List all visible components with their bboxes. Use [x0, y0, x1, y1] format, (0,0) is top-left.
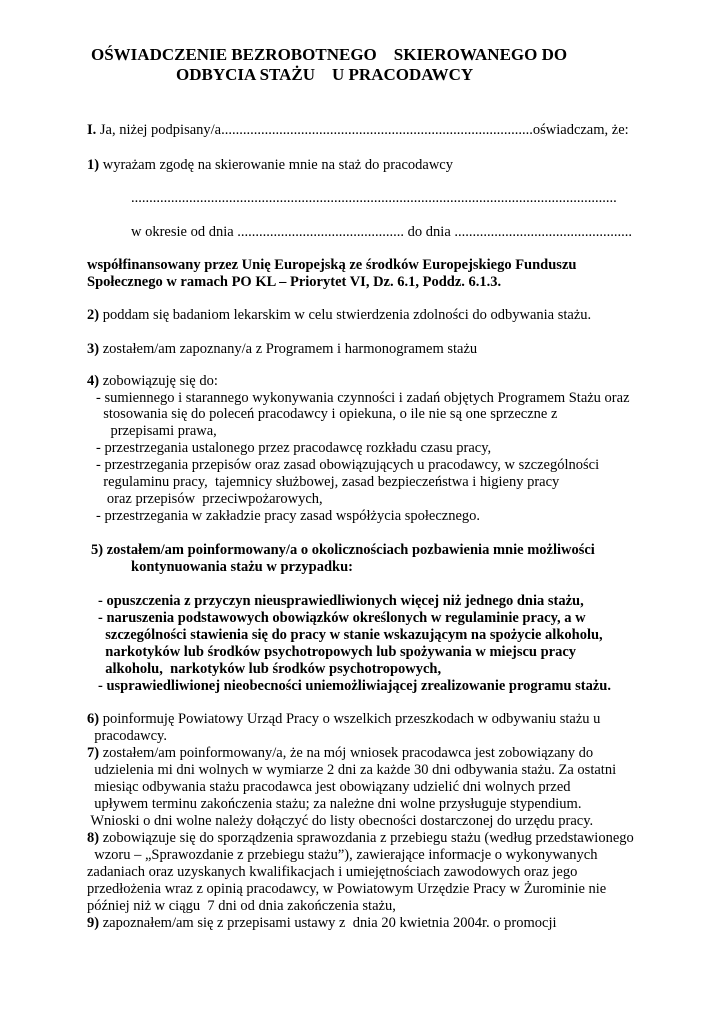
item-7-line: upływem terminu zakończenia stażu; za należne dni wolne przysługuje stypendium. [87, 796, 582, 812]
item-8-line: wzoru – „Sprawozdanie z przebiegu stażu”), zawierające informacje o wykonywanych [87, 847, 598, 863]
item-3-number: 3) [87, 341, 100, 357]
item-3-text: zostałem/am zapoznany/a z Programem i harmonogramem stażu [99, 341, 478, 357]
item-4-line: - przestrzegania przepisów oraz zasad obowiązujących u pracodawcy, w szczególności [96, 457, 600, 473]
item-5-line: - opuszczenia z przyczyn nieusprawiedliwionych więcej niż jednego dnia stażu, [98, 593, 584, 609]
item-4-line: - przestrzegania ustalonego przez pracodawcę rozkładu czasu pracy, [96, 440, 492, 456]
item-7-line: udzielenia mi dni wolnych w wymiarze 2 dni za każde 30 dni odbywania stażu. Za ostatni [87, 762, 617, 778]
item-1-text: wyrażam zgodę na skierowanie mnie na staż do pracodawcy [99, 157, 453, 173]
item-6-text: poinformuję Powiatowy Urząd Pracy o wszelkich przeszkodach w odbywaniu stażu u [99, 711, 601, 727]
item-8-text: zobowiązuje się do sporządzenia sprawozdania z przebiegu stażu (według przedstawionego [99, 830, 634, 846]
item-3 [87, 341, 477, 358]
item-7-text: zostałem/am poinformowany/a, że na mój wniosek pracodawca jest zobowiązany do [99, 745, 594, 761]
item-5-heading-cont: kontynuowania stażu w przypadku: [131, 559, 353, 575]
item-5-heading: 5) zostałem/am poinformowany/a o okolicznościach pozbawienia mnie możliwości [91, 542, 595, 558]
item-7 [87, 745, 593, 762]
item-7-line: miesiąc odbywania stażu pracodawca jest obowiązany udzielić dni wolnych przed [87, 779, 571, 795]
item-4-number: 4) [87, 373, 100, 389]
item-1 [87, 157, 453, 174]
item-4 [87, 373, 218, 390]
item-9-number: 9) [87, 915, 100, 931]
item-4-line: - przestrzegania w zakładzie pracy zasad współżycia społecznego. [96, 508, 481, 524]
item-4-line: regulaminu pracy, tajemnicy służbowej, zasad bezpieczeństwa i higieny pracy [96, 474, 560, 490]
item-4-line: - sumiennego i starannego wykonywania czynności i zadań objętych Programem Stażu oraz [96, 390, 630, 406]
item-8 [87, 830, 634, 847]
item-5-line: - naruszenia podstawowych obowiązków określonych w regulaminie pracy, a w [98, 610, 586, 626]
cofinance-line-2: Społecznego w ramach PO KL – Priorytet VI, Dz. 6.1, Poddz. 6.1.3. [87, 274, 502, 290]
item-5-line: alkoholu, narkotyków lub środków psychotropowych, [98, 661, 442, 677]
item-6-cont: pracodawcy. [87, 728, 167, 744]
item-7-number: 7) [87, 745, 100, 761]
item-5-line: narkotyków lub środków psychotropowych lub spożywania w miejscu pracy [98, 644, 577, 660]
item-8-line: przedłożenia wraz z opinią pracodawcy, w Powiatowym Urzędzie Pracy w Żurominie nie [87, 881, 607, 897]
item-5-line: - usprawiedliwionej nieobecności uniemożliwiającej zrealizowanie programu stażu. [98, 678, 611, 694]
item-8-line: później niż w ciągu 7 dni od dnia zakończenia stażu, [87, 898, 396, 914]
cofinance-line-1: współfinansowany przez Unię Europejską ze środków Europejskiego Funduszu [87, 257, 577, 273]
item-4-line: stosowania się do poleceń pracodawcy i opiekuna, o ile nie są one sprzeczne z [96, 406, 558, 422]
employer-dots-field: ...................................................................................................................................... [131, 190, 617, 206]
item-4-line: oraz przepisów przeciwpożarowych, [96, 491, 323, 507]
item-6 [87, 711, 600, 728]
period-field: w okresie od dnia .............................................. do dnia ................................................. [131, 224, 633, 240]
declarant-line [87, 122, 629, 139]
item-9 [87, 915, 557, 932]
item-2 [87, 307, 591, 324]
section-numeral: I. [87, 122, 97, 138]
item-8-line: zadaniach oraz uzyskanych kwalifikacjach i umiejętnościach zawodowych oraz jego [87, 864, 578, 880]
item-4-line: przepisami prawa, [96, 423, 217, 439]
item-1-number: 1) [87, 157, 100, 173]
declarant-text: Ja, niżej podpisany/a......................................................................................oświadczam, że: [96, 122, 629, 138]
item-6-number: 6) [87, 711, 100, 727]
item-8-number: 8) [87, 830, 100, 846]
item-2-text: poddam się badaniom lekarskim w celu stwierdzenia zdolności do odbywania stażu. [99, 307, 592, 323]
item-4-text: zobowiązuję się do: [99, 373, 218, 389]
document-title-line-2: ODBYCIA STAŻU U PRACODAWCY [176, 65, 474, 84]
item-7-line: Wnioski o dni wolne należy dołączyć do listy obecności dostarczonej do urzędu pracy. [87, 813, 594, 829]
item-5-line: szczególności stawienia się do pracy w stanie wskazującym na spożycie alkoholu, [98, 627, 603, 643]
item-2-number: 2) [87, 307, 100, 323]
document-title-line-1: OŚWIADCZENIE BEZROBOTNEGO SKIEROWANEGO DO [91, 45, 568, 64]
item-9-text: zapoznałem/am się z przepisami ustawy z dnia 20 kwietnia 2004r. o promocji [99, 915, 557, 931]
